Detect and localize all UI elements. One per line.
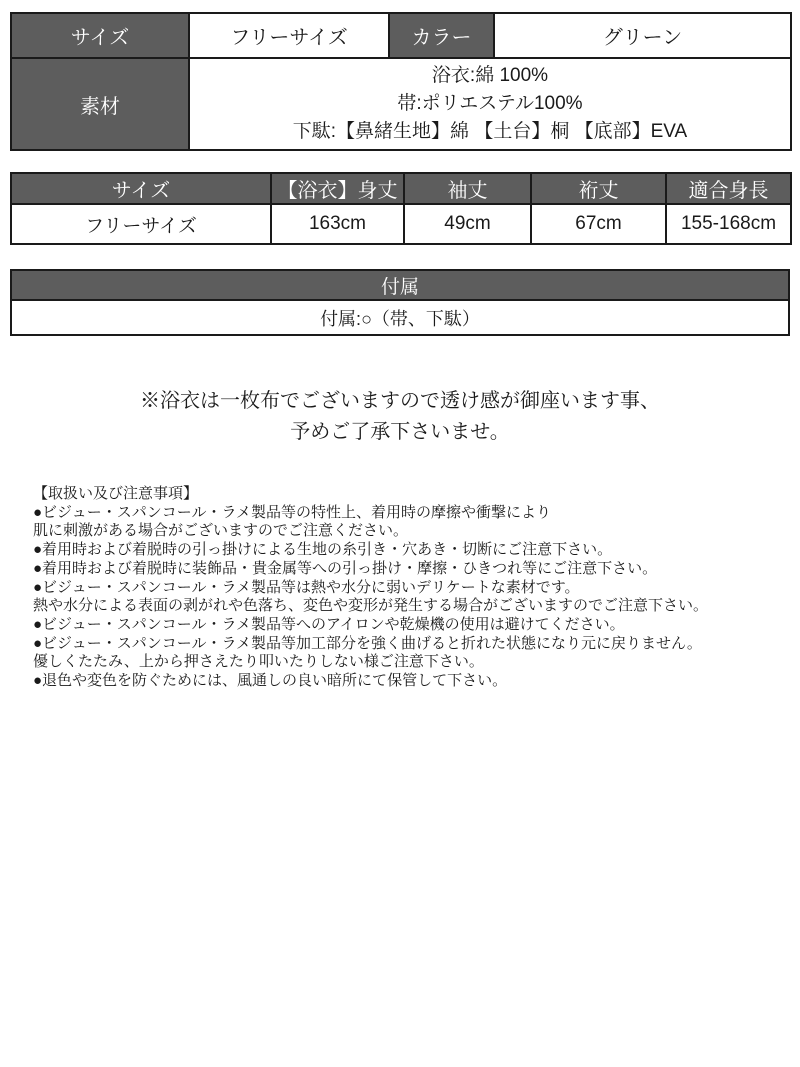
color-value: グリーン [494, 13, 791, 58]
care-note-line: 優しくたたみ、上から押さえたり叩いたりしない様ご注意下さい。 [33, 653, 484, 671]
accessories-table [10, 269, 790, 336]
color-label: カラー [389, 13, 494, 58]
material-row [11, 58, 791, 150]
material-value [189, 58, 791, 150]
care-note-line: ●着用時および着脱時の引っ掛けによる生地の糸引き・穴あき・切断にご注意下さい。 [33, 541, 613, 559]
measure-value-sleeve-length: 49cm [404, 204, 531, 244]
material-label: 素材 [11, 58, 189, 150]
measure-header-body-length: 【浴衣】身丈 [271, 173, 404, 204]
size-label: サイズ [11, 13, 189, 58]
measurements-header-row [11, 173, 791, 204]
accessories-header: 付属 [11, 270, 789, 300]
measure-value-body-length: 163cm [271, 204, 404, 244]
care-note-line: ●退色や変色を防ぐためには、風通しの良い暗所にて保管して下さい。 [33, 672, 508, 690]
measure-value-yuki-length: 67cm [531, 204, 666, 244]
care-notes [33, 485, 767, 691]
sheer-notice-line2: 予めご了承下さいませ。 [290, 421, 510, 443]
care-note-line: ●ビジュー・スパンコール・ラメ製品等へのアイロンや乾燥機の使用は避けてください。 [33, 615, 625, 633]
size-value: フリーサイズ [189, 13, 389, 58]
sheer-notice [0, 386, 800, 448]
size-color-row [11, 13, 791, 58]
care-note-line: ●着用時および着脱時に装飾品・貴金属等への引っ掛け・摩擦・ひきつれ等にご注意下さい。 [33, 559, 658, 577]
accessories-header-row [11, 270, 789, 300]
care-note-line: ●ビジュー・スパンコール・ラメ製品等は熱や水分に弱いデリケートな素材です。 [33, 578, 580, 596]
care-note-line: ●ビジュー・スパンコール・ラメ製品等の特性上、着用時の摩擦や衝撃により [33, 503, 552, 521]
accessories-value-row [11, 300, 789, 335]
measure-header-yuki-length: 裄丈 [531, 173, 666, 204]
accessories-value: 付属:○（帯、下駄） [11, 300, 789, 335]
measure-header-fit-height: 適合身長 [666, 173, 791, 204]
measurements-value-row [11, 204, 791, 244]
sheer-notice-line1: ※浴衣は一枚布でございますので透け感が御座います事、 [140, 390, 660, 412]
measurements-table [10, 172, 792, 245]
care-note-line: 熱や水分による表面の剥がれや色落ち、変色や変形が発生する場合がございますのでご注意下さい。 [33, 597, 709, 615]
material-line-obi: 帯:ポリエステル100% [397, 93, 583, 114]
measure-value-fit-height: 155-168cm [666, 204, 791, 244]
material-line-yukata: 浴衣:綿 100% [431, 65, 549, 86]
material-line-geta: 下駄:【鼻緒生地】綿 【土台】桐 【底部】EVA [292, 121, 688, 142]
care-note-line: ●ビジュー・スパンコール・ラメ製品等加工部分を強く曲げると折れた状態になり元に戻りません。 [33, 634, 702, 652]
measure-header-sleeve-length: 袖丈 [404, 173, 531, 204]
measure-header-size: サイズ [11, 173, 271, 204]
care-notes-title: 【取扱い及び注意事項】 [33, 485, 199, 502]
measure-value-size: フリーサイズ [11, 204, 271, 244]
care-note-line: 肌に刺激がある場合がございますのでご注意ください。 [33, 522, 409, 540]
size-color-material-table [10, 12, 792, 151]
